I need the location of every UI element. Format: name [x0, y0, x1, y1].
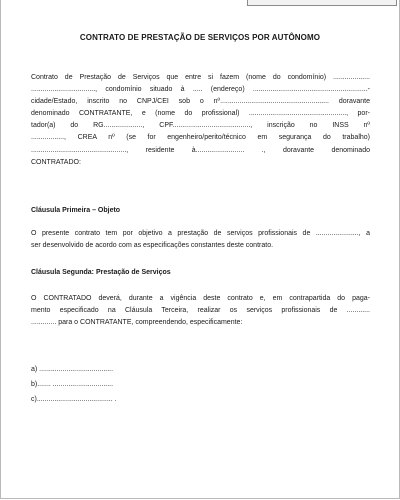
intro-paragraph	[31, 72, 370, 169]
clause-2-heading: Cláusula Segunda: Prestação de Serviços	[31, 269, 171, 276]
intro-line: ................., CREA nº (se for engenheiro/perito/técnico em segurança do trabalho)	[31, 134, 370, 142]
clause-2-line: mento especificado na Cláusula Terceira, realizar os serviços profissionais de ............	[31, 307, 370, 315]
intro-line: denominado CONTRATANTE, e (nome do profissional) .................................................., por-	[31, 110, 370, 118]
clause-1-heading: Cláusula Primeira – Objeto	[31, 207, 121, 214]
clause-1-line: O presente contrato tem por objetivo a prestação de serviços profissionais de ......................, a	[31, 230, 370, 237]
intro-line: cidade/Estado, inscrito no CNPJ/CEI sob o nº........................................................ doravante	[31, 98, 370, 106]
clause-2-paragraph	[31, 293, 370, 329]
intro-line: CONTRATADO:	[31, 158, 81, 166]
clause-1-line: ser desenvolvido de acordo com as especificações constantes deste contrato.	[31, 242, 274, 250]
intro-line: tador(a) do RG...................., CPF........................................, inscrição no INSS nº	[31, 122, 370, 130]
list-item-a: a) ......................................	[31, 366, 114, 373]
intro-line: ................................., condomínio situado à ..... (endereço) ...........................................................-	[31, 86, 370, 94]
page-corner-tab	[247, 0, 397, 6]
list-item-b: b)....... ...............................	[31, 381, 114, 388]
list-item-c: c)....................................... .	[31, 396, 117, 403]
clause-1-paragraph	[31, 228, 370, 252]
document-title: CONTRATO DE PRESTAÇÃO DE SERVIÇOS POR AUTÔNOMO	[79, 33, 321, 42]
clause-2-line: ............. para o CONTRATANTE, compreendendo, especificamente:	[31, 319, 243, 327]
intro-line: ................................................., residente à......................... ., doravante denominado	[31, 146, 370, 154]
clause-2-line: O CONTRATADO deverá, durante a vigência deste contrato e, em contrapartida do paga-	[31, 295, 370, 302]
intro-line: Contrato de Prestação de Serviços que entre si fazem (nome do condomínio) ...................	[31, 74, 370, 81]
